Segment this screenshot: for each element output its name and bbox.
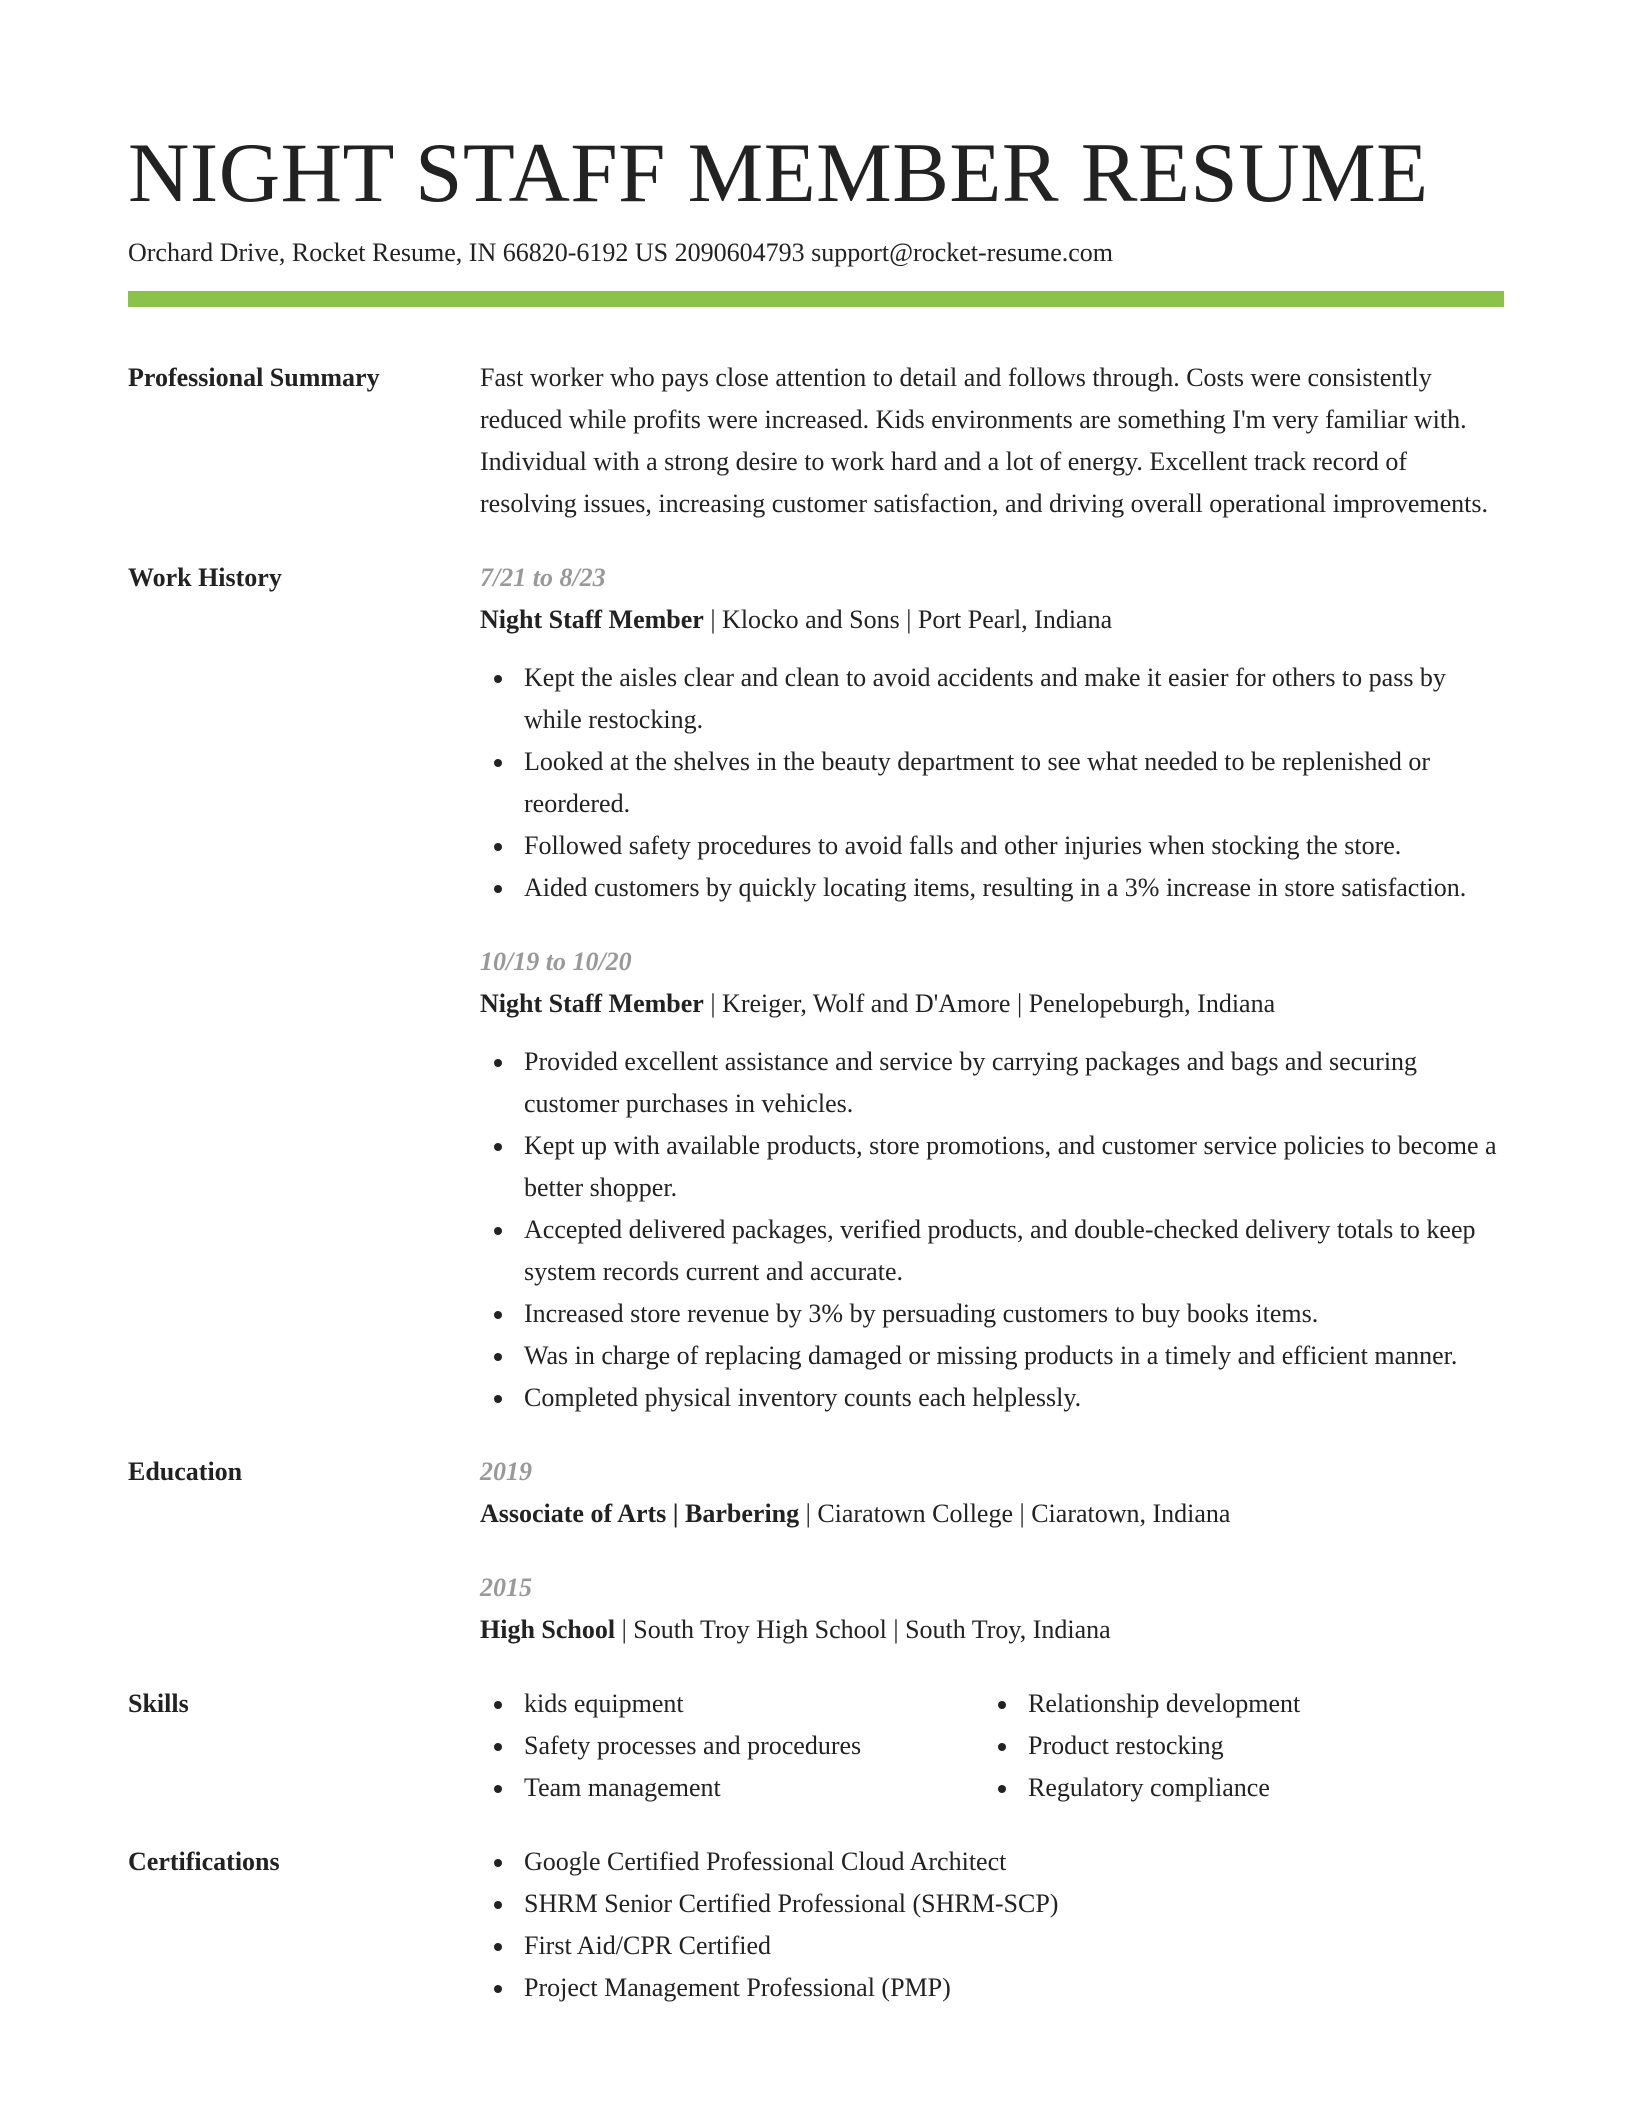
education-section — [128, 1451, 1504, 1651]
job-bullet: Kept the aisles clear and clean to avoid accidents and make it easier for others to pass by while restocking. — [524, 657, 1504, 741]
education-degree: Associate of Arts | Barbering — [480, 1499, 800, 1528]
job-bullet: Increased store revenue by 3% by persuading customers to buy books items. — [524, 1293, 1504, 1335]
job-bullet: Kept up with available products, store promotions, and customer service policies to become a better shopper. — [524, 1125, 1504, 1209]
section-label-skills: Skills — [128, 1689, 189, 1718]
skill-item: Team management — [524, 1767, 984, 1809]
job-bullet: Was in charge of replacing damaged or missing products in a timely and efficient manner. — [524, 1335, 1504, 1377]
section-label-education: Education — [128, 1457, 243, 1486]
summary-text: Fast worker who pays close attention to detail and follows through. Costs were consistently reduced while profits were increased. Kids environments are something I'm very familiar with. Individual with a strong desire to work hard and a lot of energy. Excellent track record of resolving issues, increasing customer satisfaction, and driving overall operational improvements. — [480, 363, 1488, 518]
job-bullet: Accepted delivered packages, verified products, and double-checked delivery totals to keep system records current and accurate. — [524, 1209, 1504, 1293]
skills-body — [480, 1683, 1504, 1809]
job-heading — [480, 983, 1504, 1025]
job-bullet: Followed safety procedures to avoid falls and other injuries when stocking the store. — [524, 825, 1504, 867]
section-label-certifications: Certifications — [128, 1847, 280, 1876]
job-bullet: Provided excellent assistance and service by carrying packages and bags and securing customer purchases in vehicles. — [524, 1041, 1504, 1125]
education-details: | Ciaratown College | Ciaratown, Indiana — [799, 1499, 1231, 1528]
job-dates: 10/19 to 10/20 — [480, 947, 632, 976]
certifications-list — [480, 1841, 1504, 2009]
education-entry — [480, 1451, 1504, 1535]
certification-item: SHRM Senior Certified Professional (SHRM-SCP) — [524, 1883, 1504, 1925]
skill-item: Relationship development — [1028, 1683, 1504, 1725]
work-history-section — [128, 557, 1504, 1419]
job-dates: 7/21 to 8/23 — [480, 563, 606, 592]
skills-section — [128, 1683, 1504, 1809]
certifications-body — [480, 1841, 1504, 2009]
education-details: | South Troy High School | South Troy, Indiana — [615, 1615, 1111, 1644]
education-heading — [480, 1493, 1504, 1535]
skill-item: Safety processes and procedures — [524, 1725, 984, 1767]
resume-page — [128, 0, 1504, 2009]
summary-section — [128, 357, 1504, 525]
skill-item: Product restocking — [1028, 1725, 1504, 1767]
job-title: Night Staff Member — [480, 989, 704, 1018]
education-body — [480, 1451, 1504, 1651]
job-details: | Kreiger, Wolf and D'Amore | Penelopeburgh, Indiana — [703, 989, 1276, 1018]
job-bullet: Completed physical inventory counts each helplessly. — [524, 1377, 1504, 1419]
certification-item: First Aid/CPR Certified — [524, 1925, 1504, 1967]
education-year: 2019 — [480, 1457, 532, 1486]
job-heading — [480, 599, 1504, 641]
work-history-body — [480, 557, 1504, 1419]
certification-item: Project Management Professional (PMP) — [524, 1967, 1504, 2009]
section-label-work-history: Work History — [128, 563, 282, 592]
job-bullets — [480, 657, 1504, 909]
job-entry — [480, 941, 1504, 1419]
job-bullet: Looked at the shelves in the beauty department to see what needed to be replenished or reordered. — [524, 741, 1504, 825]
job-bullets — [480, 1041, 1504, 1419]
skills-column-2 — [984, 1683, 1504, 1809]
job-details: | Klocko and Sons | Port Pearl, Indiana — [703, 605, 1113, 634]
skill-item: Regulatory compliance — [1028, 1767, 1504, 1809]
education-year: 2015 — [480, 1573, 532, 1602]
accent-divider — [128, 291, 1504, 307]
skills-column-1 — [480, 1683, 984, 1809]
skill-item: kids equipment — [524, 1683, 984, 1725]
job-bullet: Aided customers by quickly locating items, resulting in a 3% increase in store satisfaction. — [524, 867, 1504, 909]
contact-line: Orchard Drive, Rocket Resume, IN 66820-6192 US 2090604793 support@rocket-resume.com — [128, 238, 1114, 267]
job-title: Night Staff Member — [480, 605, 704, 634]
job-entry — [480, 557, 1504, 909]
resume-title: NIGHT STAFF MEMBER RESUME — [128, 126, 1429, 220]
section-label-summary: Professional Summary — [128, 363, 380, 392]
education-heading — [480, 1609, 1504, 1651]
education-degree: High School — [480, 1615, 616, 1644]
certifications-section — [128, 1841, 1504, 2009]
certification-item: Google Certified Professional Cloud Architect — [524, 1841, 1504, 1883]
education-entry — [480, 1567, 1504, 1651]
